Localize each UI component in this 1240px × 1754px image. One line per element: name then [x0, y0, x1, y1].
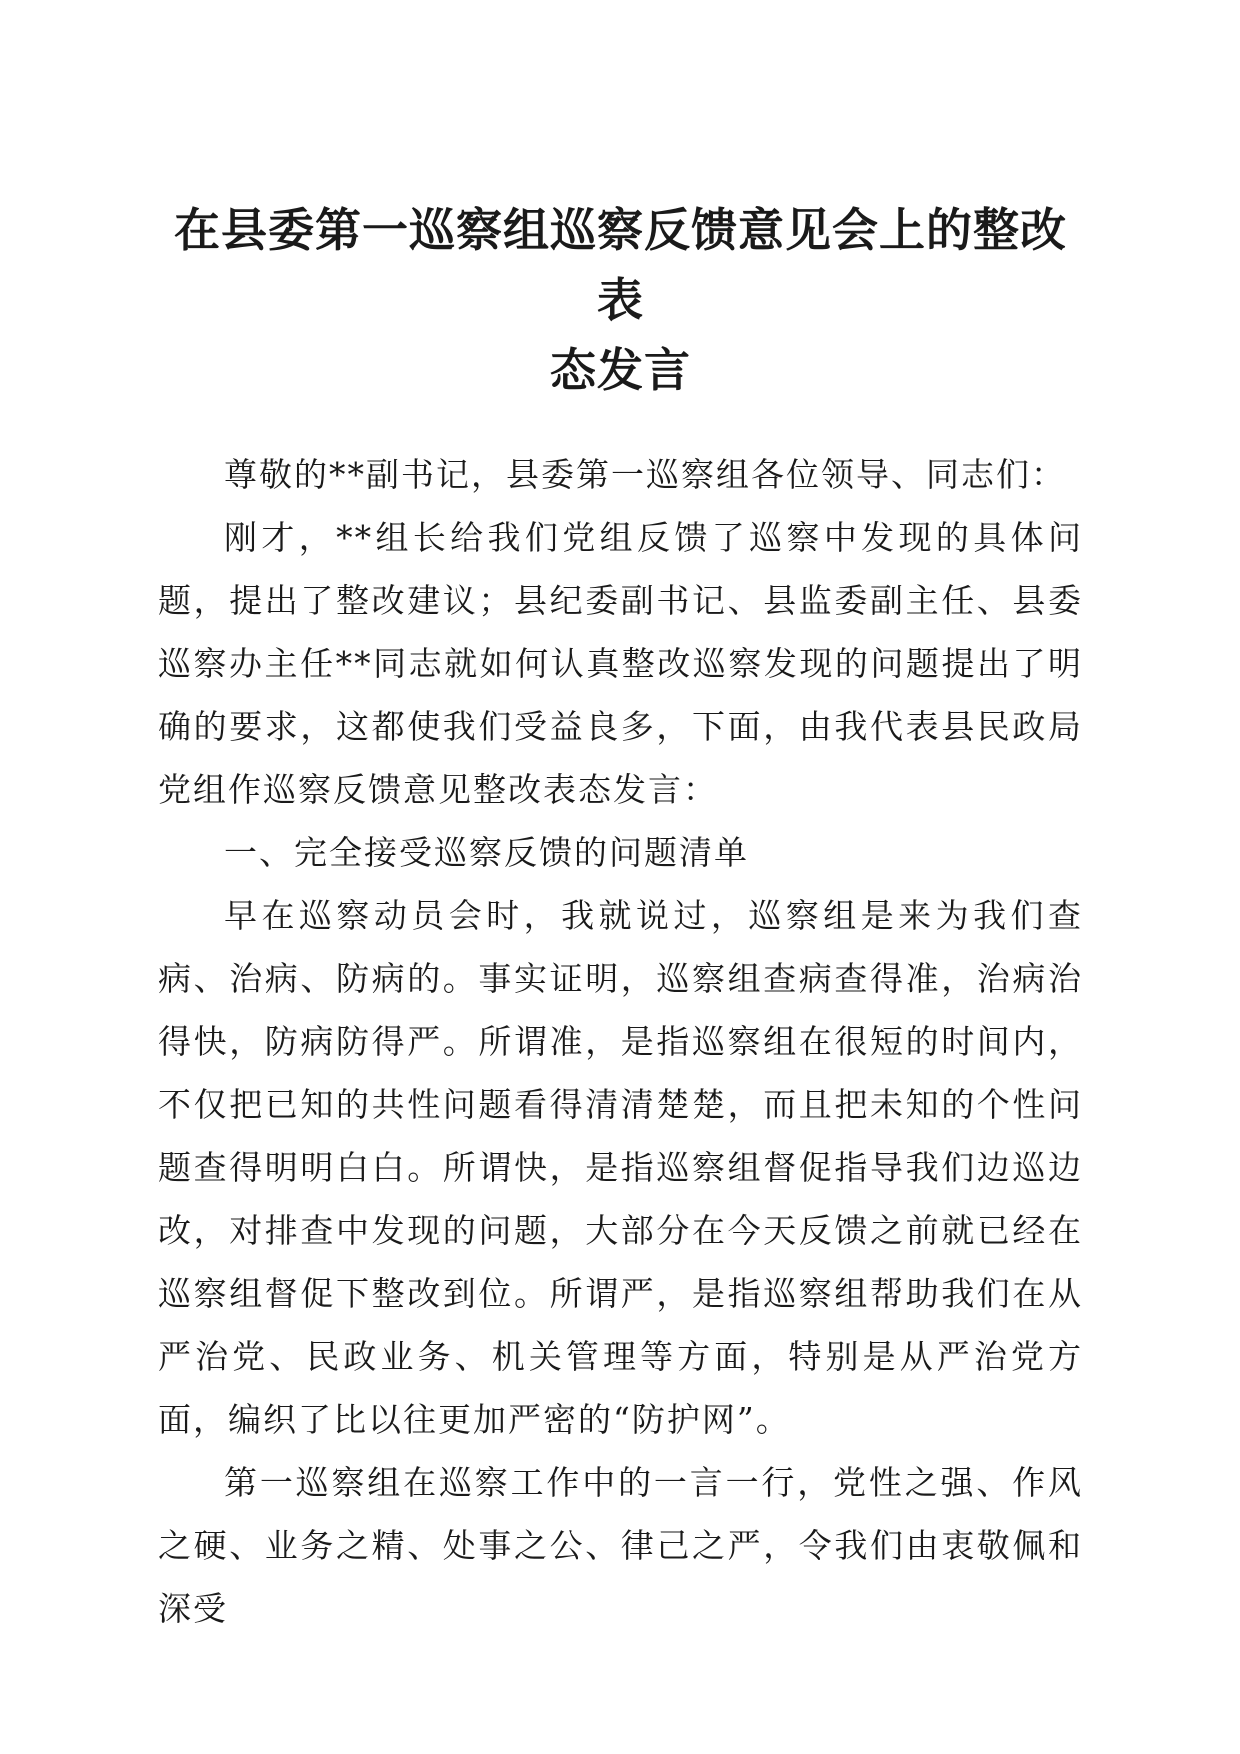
paragraph-inspection: 早在巡察动员会时，我就说过，巡察组是来为我们查病、治病、防病的。事实证明，巡察组查病查得准，治病治得快，防病防得严。所谓准，是指巡察组在很短的时间内，不仅把已知的共性问题看得清清楚楚，而且把未知的个性问题查得明明白白。所谓快，是指巡察组督促指导我们边巡边改，对排查中发现的问题，大部分在今天反馈之前就已经在巡察组督促下整改到位。所谓严，是指巡察组帮助我们在从严治党、民政业务、机关管理等方面，特别是从严治党方面，编织了比以往更加严密的“防护网”。 — [158, 896, 1083, 1439]
title-line-2: 态发言 — [550, 343, 691, 397]
document-page — [158, 195, 1083, 1640]
title-line-1: 在县委第一巡察组巡察反馈意见会上的整改表 — [174, 203, 1067, 327]
section-heading-1: 一、完全接受巡察反馈的问题清单 — [224, 833, 749, 872]
paragraph-praise: 第一巡察组在巡察工作中的一言一行，党性之强、作风之硬、业务之精、处事之公、律己之严，令我们由衷敬佩和深受 — [158, 1463, 1083, 1628]
paragraph-opening: 刚才，**组长给我们党组反馈了巡察中发现的具体问题，提出了整改建议；县纪委副书记、县监委副主任、县委巡察办主任**同志就如何认真整改巡察发现的问题提出了明确的要求，这都使我们受益良多，下面，由我代表县民政局党组作巡察反馈意见整改表态发言： — [158, 518, 1083, 809]
salutation: 尊敬的**副书记，县委第一巡察组各位领导、同志们： — [224, 455, 1066, 494]
document-title — [158, 195, 1083, 405]
